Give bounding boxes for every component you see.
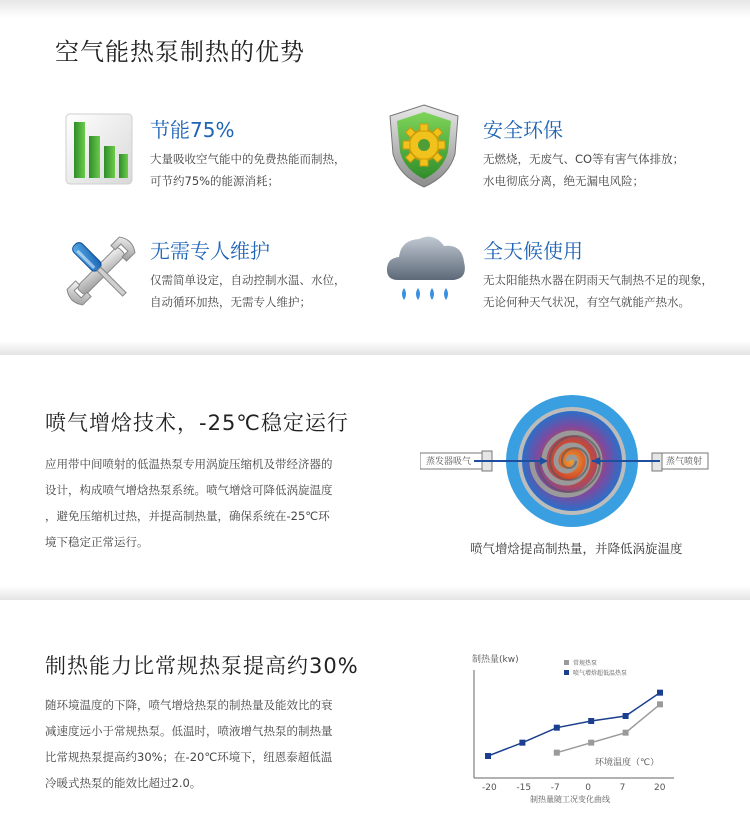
- legend-label: 常规热泵: [573, 660, 598, 667]
- paragraph-line: 冷暖式热泵的能效比超过2.0。: [45, 776, 202, 790]
- x-tick-label: 20: [654, 783, 666, 793]
- wrench-screwdriver-icon: [60, 230, 142, 312]
- chart-series: [485, 690, 663, 759]
- legend-swatch: [564, 660, 569, 665]
- top-shadow: [0, 0, 750, 18]
- feature-line: 水电彻底分离，绝无漏电风险；: [483, 174, 644, 188]
- feature-text: [483, 148, 684, 192]
- section-divider: [0, 341, 750, 355]
- injection-label: 蒸气喷射: [666, 457, 703, 467]
- section-paragraph: [45, 451, 333, 555]
- y-axis-label: 制热量(kw): [472, 655, 519, 665]
- section-title: 制热能力比常规热泵提高约30%: [45, 654, 359, 678]
- data-point: [554, 750, 560, 756]
- section-title: 喷气增焓技术，-25℃稳定运行: [45, 411, 349, 435]
- feature-title: 节能75%: [150, 118, 235, 142]
- paragraph-line: 减速度远小于常规热泵。低温时，喷液增气热泵的制热量: [45, 724, 333, 738]
- data-point: [623, 730, 629, 736]
- series-line: [488, 693, 660, 756]
- chart-legend: [564, 659, 627, 677]
- paragraph-line: 随环境温度的下降，喷气增焓热泵的制热量及能效比的衰: [45, 698, 333, 712]
- paragraph-line: 应用带中间喷射的低温热泵专用涡旋压缩机及带经济器的: [45, 457, 333, 471]
- x-tick-label: -20: [482, 783, 497, 793]
- feature-text: [150, 269, 346, 313]
- advantages-section: [0, 0, 750, 355]
- feature-text: [150, 148, 346, 192]
- x-ticks: [482, 783, 666, 793]
- section-paragraph: [45, 692, 333, 796]
- data-point: [588, 718, 594, 724]
- heating-capacity-section: [0, 600, 750, 837]
- diagram-caption: 喷气增焓提高制热量，并降低涡旋温度: [470, 541, 683, 556]
- feature-line: 无论何种天气状况，有空气就能产热水。: [483, 295, 690, 309]
- scroll-compressor-diagram: [420, 391, 720, 561]
- data-point: [485, 753, 491, 759]
- data-point: [554, 725, 560, 731]
- feature-line: 无燃烧，无废气、CO等有害气体排放；: [483, 152, 685, 166]
- feature-line: 可节约75%的能源消耗；: [150, 174, 280, 188]
- x-tick-label: 0: [585, 783, 591, 793]
- feature-line: 仅需简单设定，自动控制水温、水位，: [150, 273, 346, 287]
- feature-text: [483, 269, 713, 313]
- evi-technology-section: [0, 355, 750, 600]
- legend-swatch: [564, 670, 569, 675]
- data-point: [588, 740, 594, 746]
- data-point: [657, 701, 663, 707]
- x-tick-label: -15: [516, 783, 532, 793]
- chart-caption: 制热量随工况变化曲线: [530, 795, 610, 804]
- paragraph-line: 设计，构成喷气增焓热泵系统。喷气增焓可降低涡旋温度: [45, 483, 333, 497]
- legend-label: 喷气增焓超低温热泵: [573, 670, 628, 677]
- data-point: [657, 690, 663, 696]
- feature-line: 大量吸收空气能中的免费热能而制热，: [150, 152, 346, 166]
- shield-gear-icon: [385, 102, 463, 190]
- capacity-line-chart: [460, 648, 690, 808]
- x-axis-label: 环境温度（℃）: [595, 758, 660, 768]
- paragraph-line: ，避免压缩机过热，并提高制热量，确保系统在-25℃环: [45, 509, 330, 523]
- bar-chart-icon: [62, 110, 138, 190]
- rain-cloud-icon: [384, 228, 468, 308]
- feature-line: 自动循环加热，无需专人维护；: [150, 295, 311, 309]
- section-divider: [0, 586, 750, 600]
- paragraph-line: 比常规热泵提高约30%；在-20℃环境下，纽恩泰超低温: [45, 750, 333, 764]
- section-title: 空气能热泵制热的优势: [55, 38, 305, 66]
- feature-title: 无需专人维护: [150, 239, 270, 263]
- x-tick-label: 7: [619, 783, 626, 793]
- feature-title: 全天候使用: [483, 239, 583, 263]
- paragraph-line: 境下稳定正常运行。: [45, 535, 149, 549]
- feature-title: 安全环保: [483, 118, 563, 142]
- series-line: [557, 704, 660, 752]
- feature-line: 无太阳能热水器在阴雨天气制热不足的现象，: [483, 273, 713, 287]
- data-point: [519, 740, 525, 746]
- x-tick-label: -7: [550, 783, 560, 793]
- data-point: [623, 713, 629, 719]
- inlet-label: 蒸发器吸气: [426, 457, 472, 467]
